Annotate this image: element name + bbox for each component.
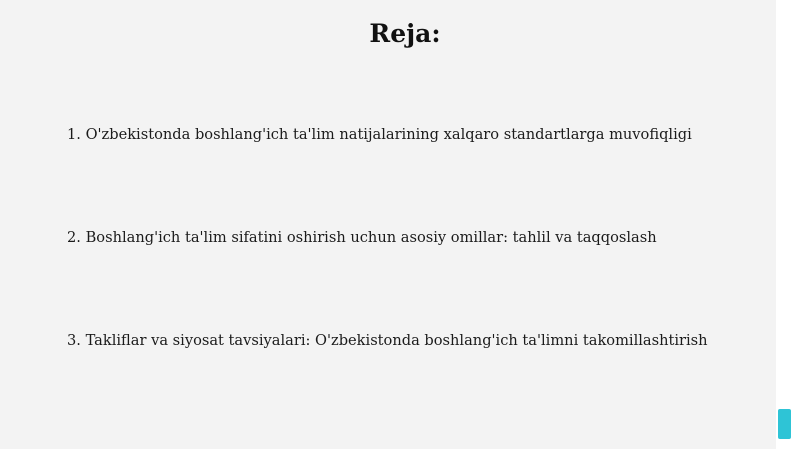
plan-item-3: 3. Takliflar va siyosat tavsiyalari: O'zbekistonda boshlang'ich ta'limni takomillashtirish	[67, 332, 708, 349]
scroll-indicator[interactable]	[778, 409, 791, 439]
right-gutter	[776, 0, 800, 449]
plan-item-1: 1. O'zbekistonda boshlang'ich ta'lim natijalarining xalqaro standartlarga muvofiqligi	[67, 126, 692, 143]
plan-item-2: 2. Boshlang'ich ta'lim sifatini oshirish uchun asosiy omillar: tahlil va taqqoslash	[67, 229, 657, 246]
slide-title: Reja:	[369, 19, 441, 48]
